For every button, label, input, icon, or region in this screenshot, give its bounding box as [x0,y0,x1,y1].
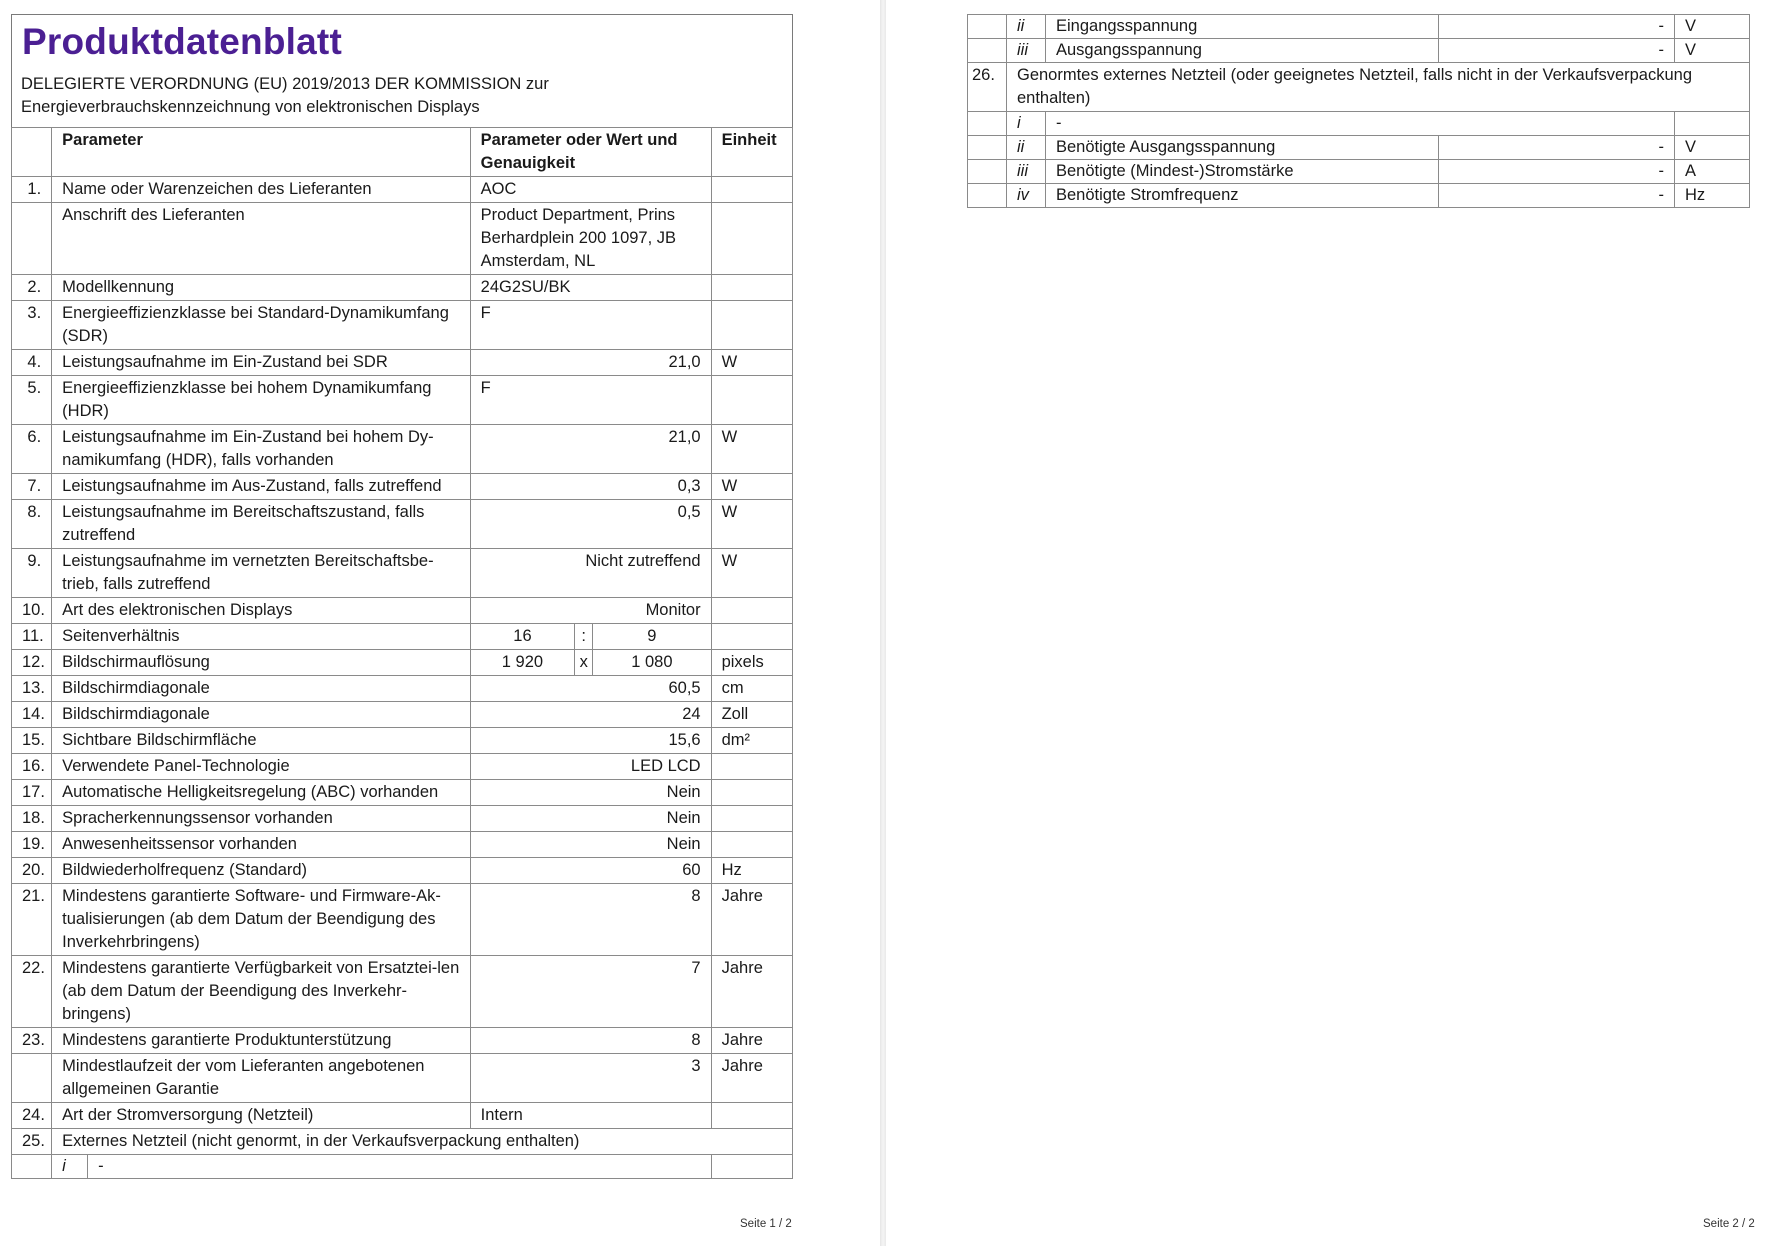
table-header [12,128,793,177]
table-row: Mindestlaufzeit der vom Lieferanten angebotenen allgemeinen Garantie 3 Jahre [12,1054,793,1103]
table-row: iii Ausgangsspannung - V [968,39,1750,63]
table-row: 19. Anwesenheitssensor vorhanden Nein [12,832,793,858]
table-row: 8. Leistungsaufnahme im Bereitschaftszustand, falls zutreffend 0,5 W [12,500,793,549]
table-row: 15. Sichtbare Bildschirmfläche 15,6 dm² [12,728,793,754]
aspect-ratio-row: 11. Seitenverhältnis 16 : 9 [12,624,793,650]
table-row: 13. Bildschirmdiagonale 60,5 cm [12,676,793,702]
table-row: 21. Mindestens garantierte Software- und Firmware-Ak-tualisierungen (ab dem Datum der Beendigung des Inverkehrbringens) 8 Jahre [12,884,793,956]
table-row: 9. Leistungsaufnahme im vernetzten Bereitschaftsbe-trieb, falls zutreffend Nicht zutreffend W [12,549,793,598]
page-number: Seite 1 / 2 [740,1218,792,1230]
page-subtitle: DELEGIERTE VERORDNUNG (EU) 2019/2013 DER KOMMISSION zur Energieverbrauchskennzeichnung von elektronischen Displays [21,75,549,116]
table-row: 23. Mindestens garantierte Produktunterstützung 8 Jahre [12,1028,793,1054]
page-number: Seite 2 / 2 [1703,1218,1755,1230]
page-title: Produktdatenblatt [22,21,342,62]
table-row: 14. Bildschirmdiagonale 24 Zoll [12,702,793,728]
table-row: iii Benötigte (Mindest-)Stromstärke - A [968,160,1750,184]
table-row: 20. Bildwiederholfrequenz (Standard) 60 Hz [12,858,793,884]
table-row: 4. Leistungsaufnahme im Ein-Zustand bei SDR 21,0 W [12,350,793,376]
table-row: ii Eingangsspannung - V [968,15,1750,39]
standard-supply-sub-i: i - [968,112,1750,136]
table-row: 1. Name oder Warenzeichen des Lieferanten AOC [12,177,793,203]
table-row: 10. Art des elektronischen Displays Monitor [12,598,793,624]
table-row: 5. Energieeffizienzklasse bei hohem Dynamikumfang (HDR) F [12,376,793,425]
page-1 [0,0,880,1246]
table-row: 6. Leistungsaufnahme im Ein-Zustand bei hohem Dy-namikumfang (HDR), falls vorhanden 21,0 W [12,425,793,474]
table-row: 22. Mindestens garantierte Verfügbarkeit von Ersatztei-len (ab dem Datum der Beendigung des Inverkehr-bringens) 7 Jahre [12,956,793,1028]
page-divider [880,0,886,1246]
resolution-row: 12. Bildschirmauflösung 1 920 x 1 080 pixels [12,650,793,676]
table-row: 3. Energieeffizienzklasse bei Standard-Dynamikumfang (SDR) F [12,301,793,350]
header-unit: Einheit [711,128,792,177]
header-parameter: Parameter [52,128,470,177]
standard-supply-row: 26. Genormtes externes Netzteil (oder geeignetes Netzteil, falls nicht in der Verkaufsverpackung enthalten) [968,63,1750,112]
table-row: ii Benötigte Ausgangsspannung - V [968,136,1750,160]
continuation-table [967,14,1750,208]
header-box [11,14,793,127]
table-row: 7. Leistungsaufnahme im Aus-Zustand, falls zutreffend 0,3 W [12,474,793,500]
table-row: iv Benötigte Stromfrequenz - Hz [968,184,1750,208]
power-supply-row: 24. Art der Stromversorgung (Netzteil) Intern [12,1103,793,1129]
product-data-table [11,127,793,1179]
external-supply-sub-i: i - [12,1155,793,1179]
external-supply-row: 25. Externes Netzteil (nicht genormt, in der Verkaufsverpackung enthalten) [12,1129,793,1155]
table-row: 2. Modellkennung 24G2SU/BK [12,275,793,301]
table-row: Anschrift des Lieferanten Product Department, Prins Berhardplein 200 1097, JB Amsterdam, NL [12,203,793,275]
header-value: Parameter oder Wert und Genauigkeit [470,128,711,177]
table-row: 17. Automatische Helligkeitsregelung (ABC) vorhanden Nein [12,780,793,806]
table-row: 18. Spracherkennungssensor vorhanden Nein [12,806,793,832]
table-row: 16. Verwendete Panel-Technologie LED LCD [12,754,793,780]
